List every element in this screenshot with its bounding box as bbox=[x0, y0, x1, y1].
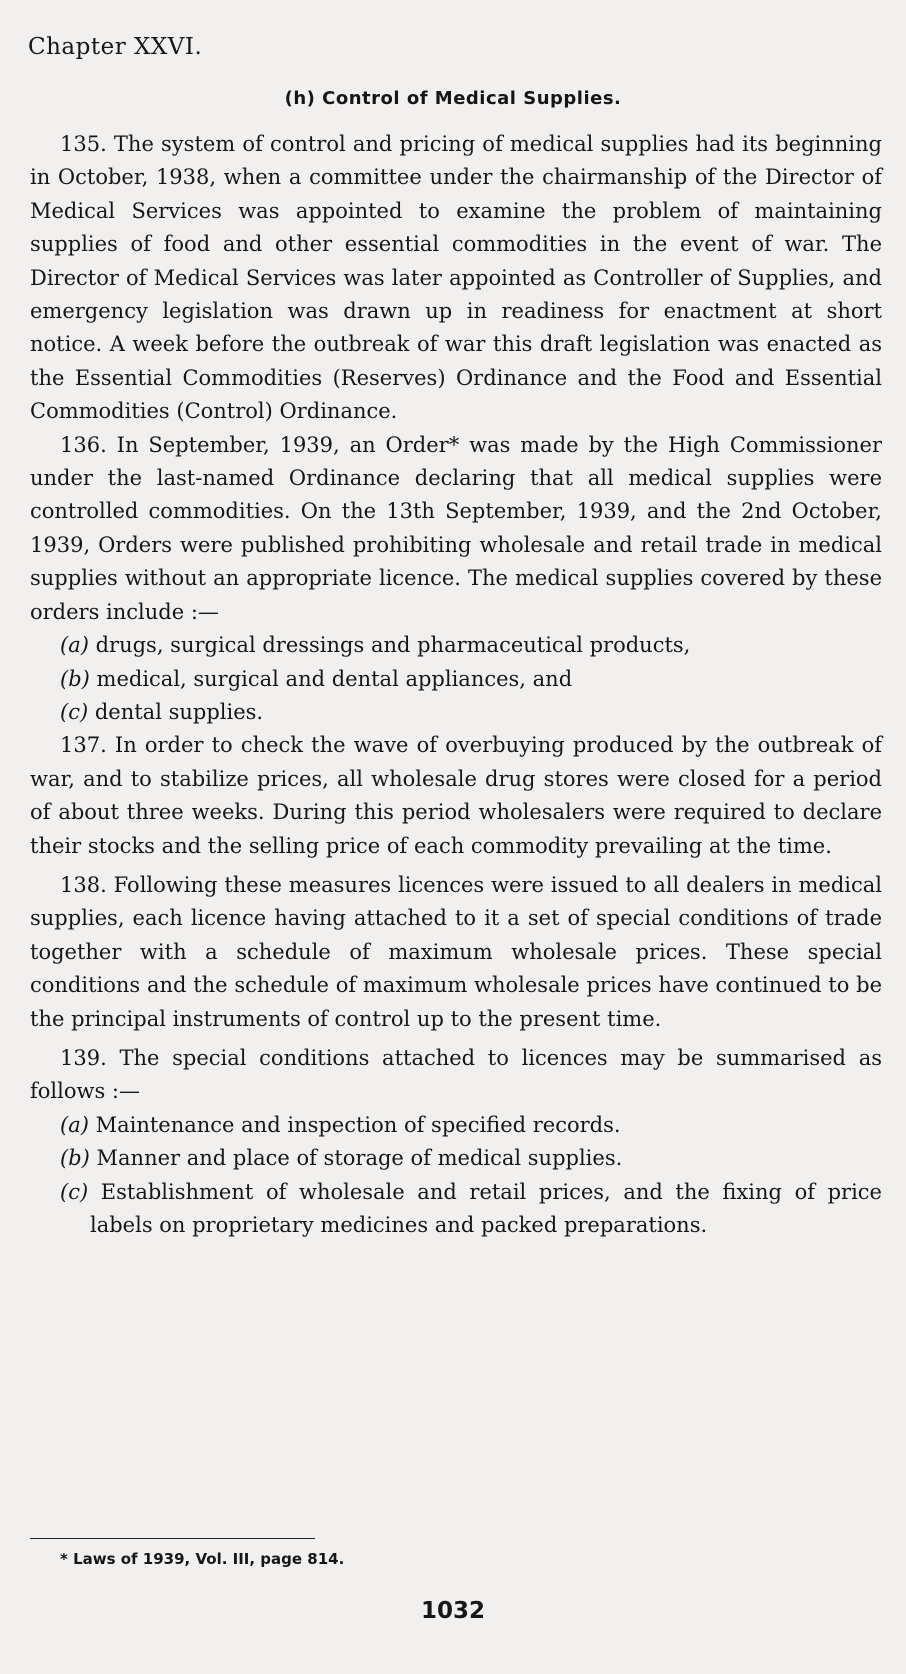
list-item-text: Establishment of wholesale and retail prices, and the fixing of price labels on proprietary medicines and packed preparations. bbox=[90, 1179, 882, 1237]
page-number: 1032 bbox=[420, 1598, 485, 1624]
paragraph-135: 135. The system of control and pricing of medical supplies had its beginning in October, 1938, when a committee under the chairmanship of the Director of Medical Services was appointed to examine the problem of maintaining supplies of food and other essential commodities in the event of war. The Director of Medical Services was later appointed as Controller of Supplies, and emergency legislation was drawn up in readiness for enactment at short notice. A week before the outbreak of war this draft legislation was enacted as the Essential Commodities (Reserves) Ordinance and the Food and Essential Commodities (Control) Ordinance. bbox=[30, 132, 882, 424]
list-item-text: Manner and place of storage of medical supplies. bbox=[96, 1146, 623, 1171]
list-item bbox=[30, 696, 882, 729]
list-item-text: dental supplies. bbox=[94, 699, 264, 724]
paragraph-138: 138. Following these measures licences were issued to all dealers in medical supplies, each licence having attached to it a set of special conditions of trade together with a schedule of maximum wholesale prices. These special conditions and the schedule of maximum wholesale prices have continued to be the principal instruments of control up to the present time. bbox=[30, 872, 882, 1031]
medical-supplies-list bbox=[30, 629, 882, 729]
list-marker: (c) bbox=[60, 1179, 89, 1204]
list-marker: (c) bbox=[60, 699, 89, 724]
paragraph-139: 139. The special conditions attached to licences may be summarised as follows :— bbox=[30, 1045, 882, 1104]
list-marker: (b) bbox=[60, 1146, 90, 1171]
list-marker: (a) bbox=[60, 633, 89, 658]
list-item bbox=[30, 1109, 882, 1142]
chapter-heading: Chapter XXVI. bbox=[28, 34, 203, 60]
footnote-divider bbox=[30, 1538, 315, 1539]
list-item-text: Maintenance and inspection of specified records. bbox=[95, 1112, 621, 1137]
body-text bbox=[30, 128, 882, 1242]
footnote: * Laws of 1939, Vol. III, page 814. bbox=[60, 1550, 345, 1568]
list-marker: (a) bbox=[60, 1112, 89, 1137]
list-item-text: drugs, surgical dressings and pharmaceutical products, bbox=[95, 633, 691, 658]
list-item bbox=[30, 663, 882, 696]
paragraph-137: 137. In order to check the wave of overbuying produced by the outbreak of war, and to stabilize prices, all wholesale drug stores were closed for a period of about three weeks. During this period wholesalers were required to declare their stocks and the selling price of each commodity prevailing at the time. bbox=[30, 733, 882, 858]
list-item bbox=[30, 629, 882, 662]
section-heading: (h) Control of Medical Supplies. bbox=[284, 88, 622, 109]
list-item-text: medical, surgical and dental appliances, and bbox=[96, 666, 573, 691]
list-marker: (b) bbox=[60, 666, 90, 691]
list-item bbox=[30, 1142, 882, 1175]
special-conditions-list bbox=[30, 1109, 882, 1243]
paragraph-136: 136. In September, 1939, an Order* was made by the High Commissioner under the last-named Ordinance declaring that all medical supplies were controlled commodities. On the 13th September, 1939, and the 2nd October, 1939, Orders were published prohibiting wholesale and retail trade in medical supplies without an appropriate licence. The medical supplies covered by these orders include :— bbox=[30, 432, 882, 624]
list-item bbox=[30, 1176, 882, 1243]
